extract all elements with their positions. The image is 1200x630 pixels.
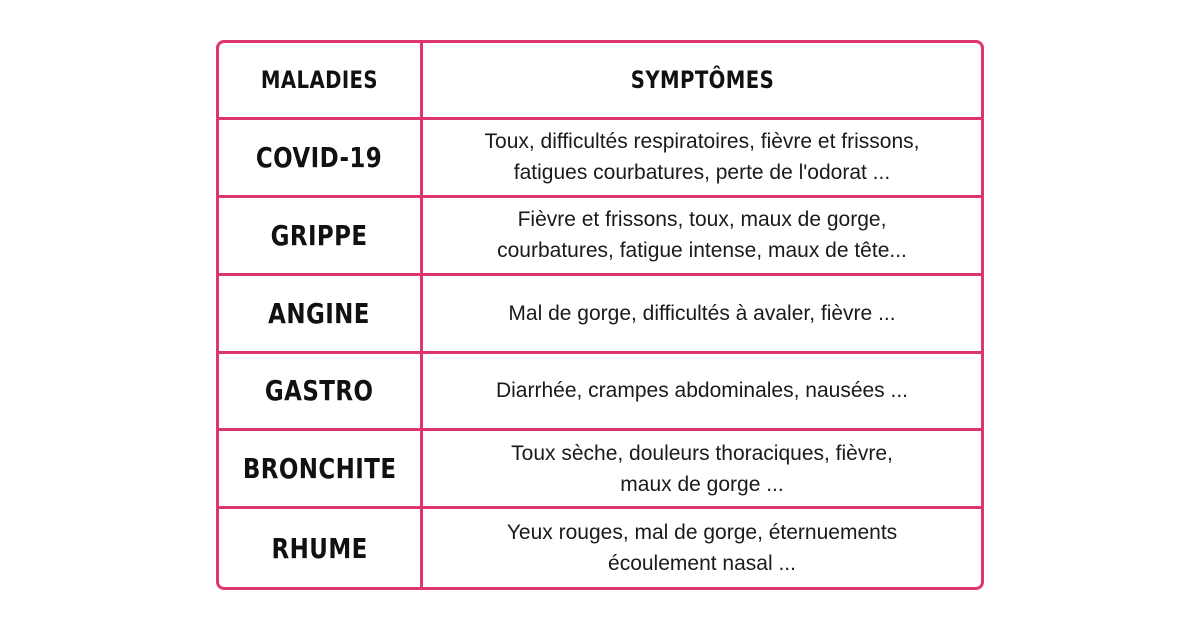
symptoms-cell	[423, 431, 981, 509]
symptoms-line: Toux, difficultés respiratoires, fièvre et frissons,	[484, 130, 920, 154]
disease-cell	[219, 198, 423, 276]
symptoms-cell	[423, 198, 981, 276]
symptoms-line: Fièvre et frissons, toux, maux de gorge,	[517, 208, 887, 232]
disease-symptom-table	[216, 40, 984, 590]
symptoms-cell	[423, 276, 981, 354]
symptoms-cell	[423, 354, 981, 432]
column-header-symptoms: SYMPTÔMES	[630, 66, 774, 94]
disease-cell	[219, 120, 423, 198]
disease-cell	[219, 509, 423, 587]
disease-name: GRIPPE	[271, 218, 368, 252]
column-header-diseases: MALADIES	[260, 66, 379, 94]
symptoms-line: écoulement nasal ...	[608, 552, 796, 576]
symptoms-text	[489, 438, 915, 500]
disease-name: RHUME	[271, 531, 368, 565]
disease-cell	[219, 431, 423, 509]
symptoms-text	[463, 126, 942, 188]
symptoms-line: courbatures, fatigue intense, maux de tête...	[497, 239, 907, 263]
symptoms-text	[486, 298, 917, 329]
symptoms-line: Mal de gorge, difficultés à avaler, fièvre ...	[508, 301, 896, 325]
symptoms-line: maux de gorge ...	[620, 472, 784, 496]
disease-name: COVID-19	[256, 140, 383, 174]
symptoms-line: Toux sèche, douleurs thoraciques, fièvre,	[511, 441, 893, 465]
disease-cell	[219, 354, 423, 432]
symptoms-line: fatigues courbatures, perte de l'odorat ...	[513, 161, 891, 185]
symptoms-text	[474, 375, 930, 406]
disease-name: GASTRO	[265, 374, 374, 408]
symptoms-line: Diarrhée, crampes abdominales, nausées ...	[495, 379, 909, 403]
disease-cell	[219, 276, 423, 354]
header-cell-diseases	[219, 43, 423, 120]
symptoms-line: Yeux rouges, mal de gorge, éternuements	[506, 521, 898, 545]
disease-name: BRONCHITE	[242, 452, 397, 486]
disease-name: ANGINE	[268, 296, 371, 330]
symptoms-text	[485, 517, 919, 579]
symptoms-cell	[423, 509, 981, 587]
header-cell-symptoms	[423, 43, 981, 120]
symptoms-cell	[423, 120, 981, 198]
symptoms-text	[475, 204, 929, 266]
